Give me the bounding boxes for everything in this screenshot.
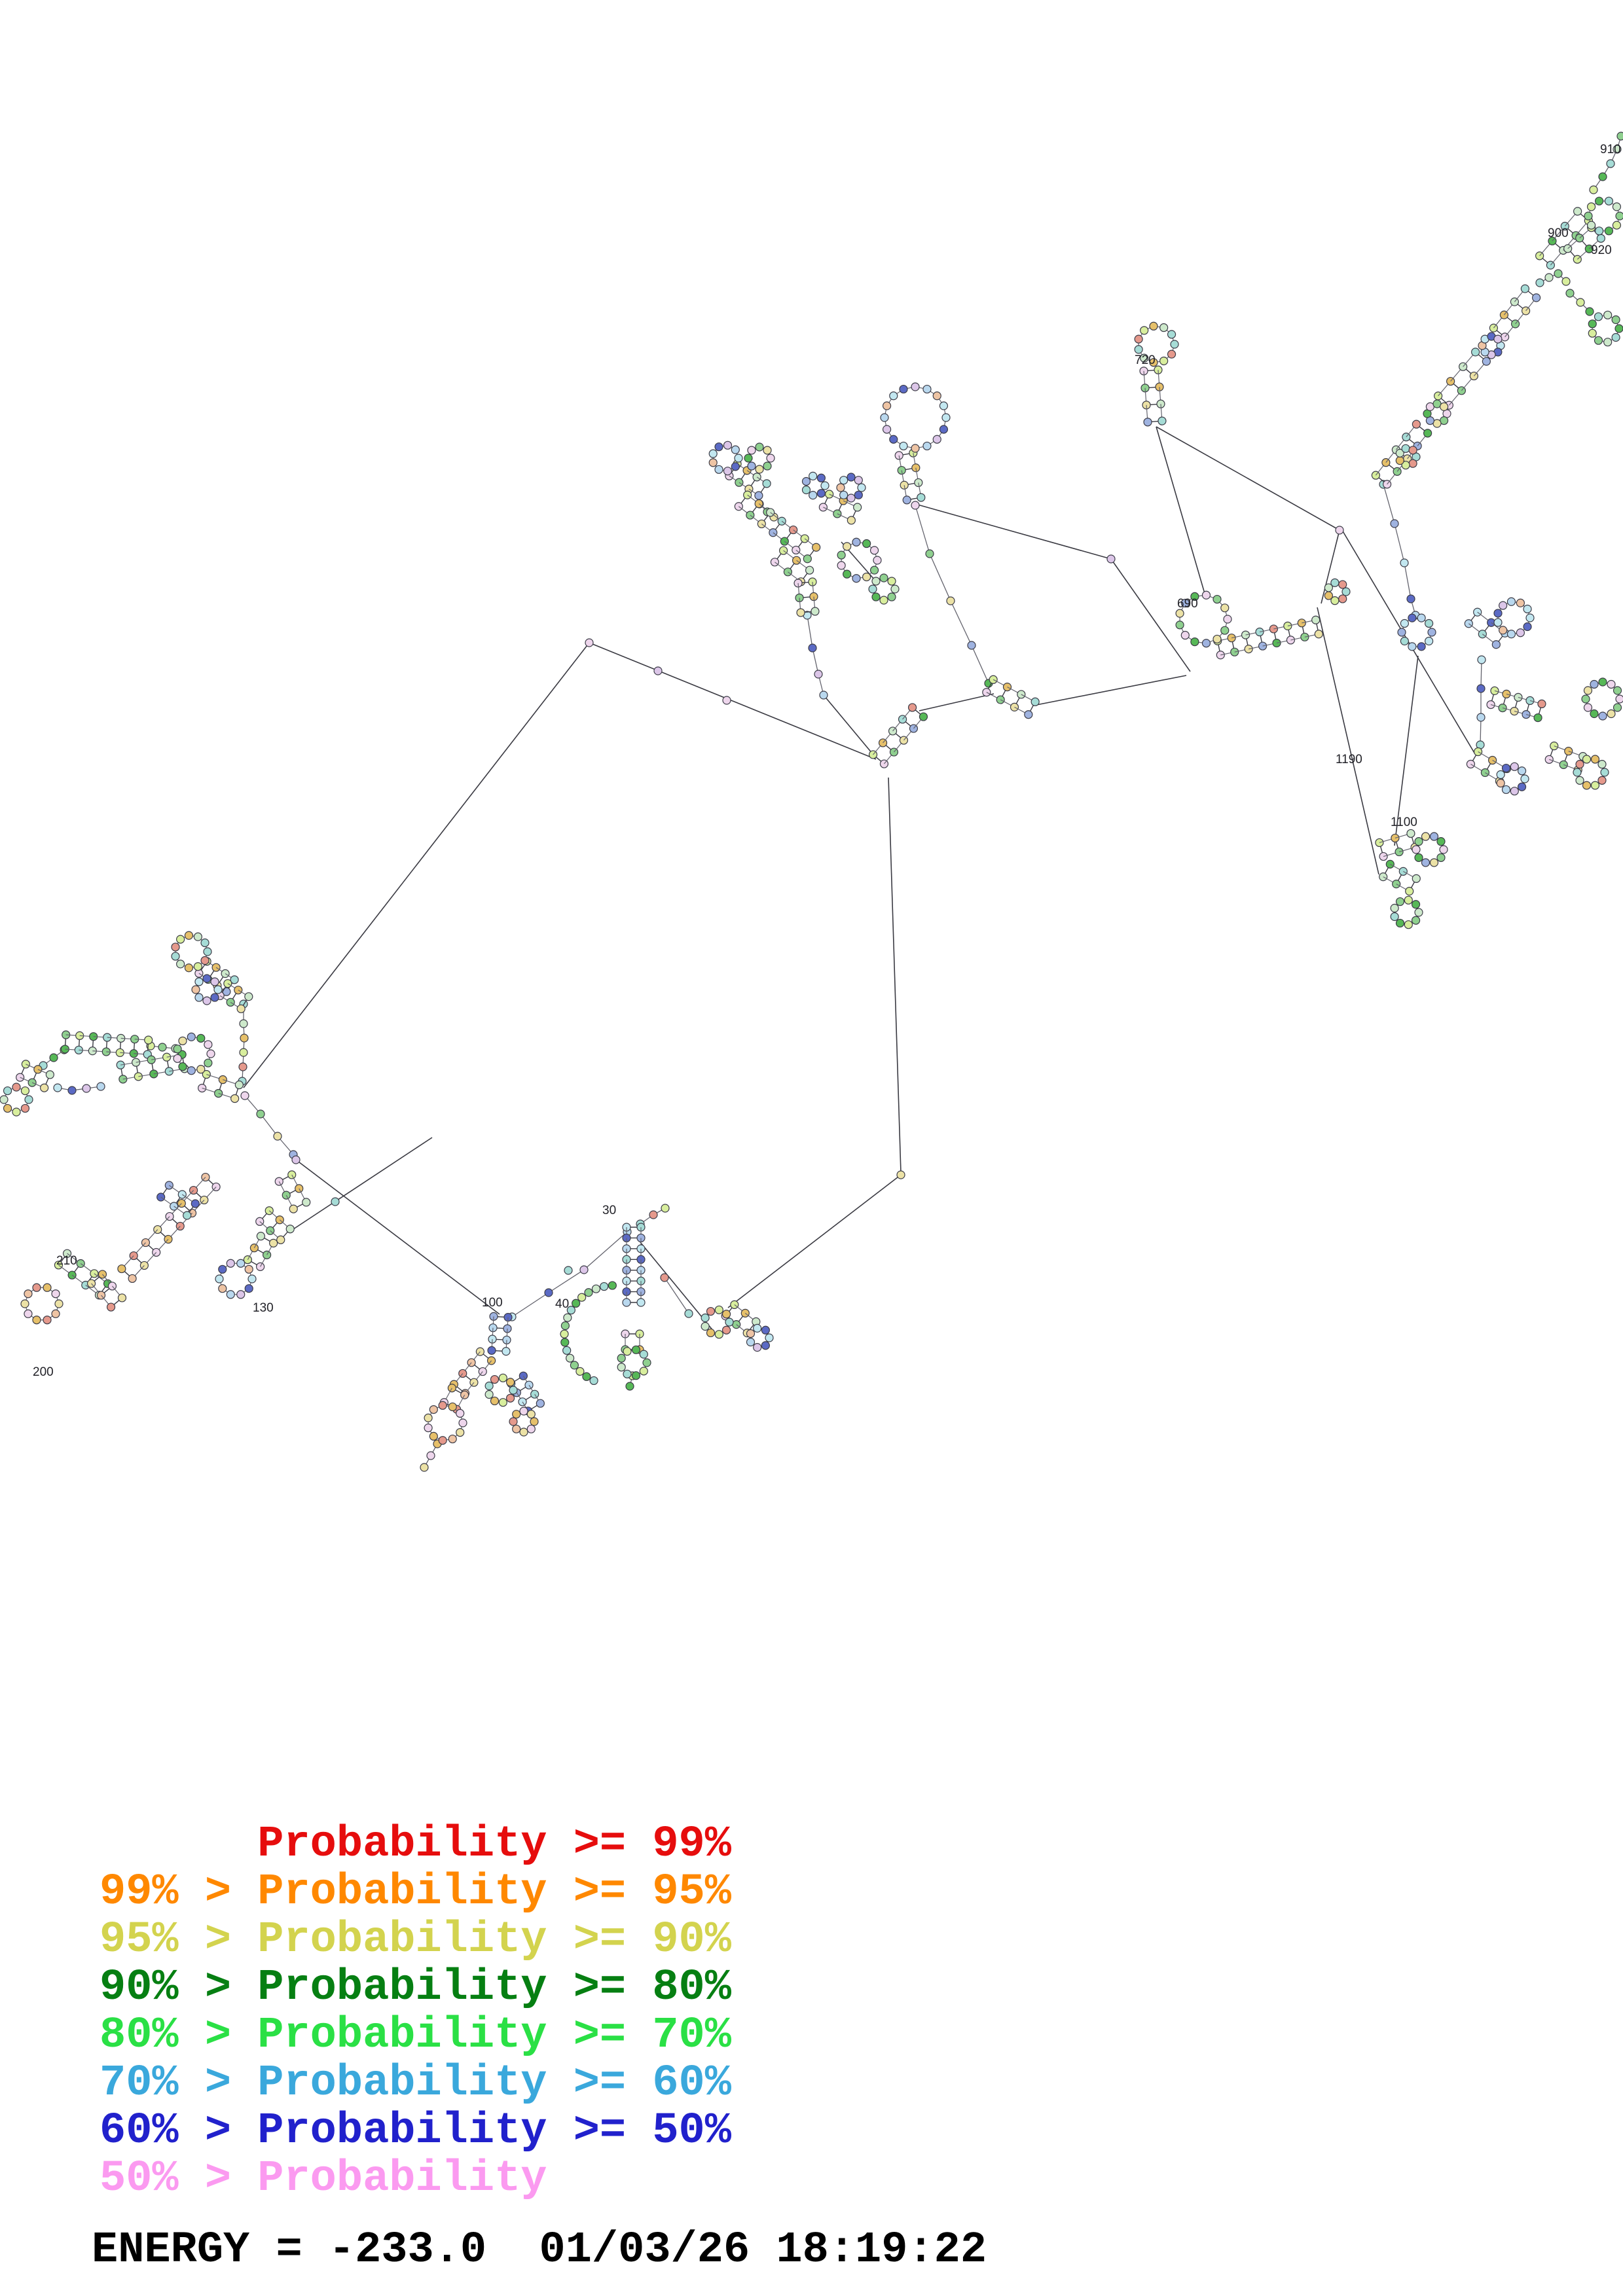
helix bbox=[1489, 285, 1540, 341]
helix bbox=[16, 1060, 54, 1092]
helix bbox=[488, 1312, 512, 1355]
strand-chain bbox=[1379, 480, 1419, 619]
helix bbox=[895, 449, 925, 504]
base-position-label: 210 bbox=[56, 1254, 77, 1268]
loop bbox=[1573, 755, 1609, 789]
helix bbox=[61, 1031, 152, 1058]
helix bbox=[794, 578, 819, 617]
strand-chain bbox=[1476, 656, 1486, 749]
base-position-label: 720 bbox=[1135, 353, 1156, 367]
strand-chain bbox=[54, 1083, 105, 1094]
loop bbox=[881, 383, 950, 452]
strand-chain bbox=[1536, 270, 1570, 287]
helix bbox=[1434, 348, 1491, 409]
legend-row-90: 95% > Probability >= 90% bbox=[100, 1915, 731, 1965]
base-position-label: 920 bbox=[1591, 243, 1612, 257]
loop bbox=[1494, 598, 1534, 637]
helix bbox=[1545, 742, 1587, 774]
loop bbox=[215, 1259, 256, 1299]
loop bbox=[837, 473, 866, 502]
helix bbox=[244, 1232, 277, 1271]
loop bbox=[1582, 678, 1623, 720]
strand-chain bbox=[1590, 132, 1623, 194]
loop bbox=[485, 1374, 517, 1406]
connector-lines bbox=[244, 427, 1475, 1331]
helix bbox=[983, 675, 1039, 718]
loop bbox=[1588, 311, 1623, 346]
loop bbox=[1423, 400, 1451, 427]
base-position-label: 1100 bbox=[1391, 816, 1417, 829]
base-position-label: 200 bbox=[33, 1365, 54, 1379]
loop bbox=[1398, 614, 1436, 651]
loop bbox=[1324, 579, 1350, 604]
strand-chain bbox=[661, 1274, 693, 1318]
loop bbox=[709, 441, 742, 475]
loop bbox=[744, 443, 775, 473]
strand-chain bbox=[420, 1440, 441, 1471]
base-position-label: 1190 bbox=[1336, 753, 1362, 766]
base-position-label: 910 bbox=[1600, 143, 1621, 156]
energy-caption: ENERGY = -233.0 01/03/26 18:19:22 bbox=[92, 2225, 987, 2275]
legend-row-50: 60% > Probability >= 50% bbox=[100, 2106, 731, 2156]
strand-chain bbox=[1566, 289, 1594, 315]
helix bbox=[1140, 366, 1166, 426]
legend-row-60: 70% > Probability >= 60% bbox=[100, 2058, 731, 2108]
loop bbox=[869, 574, 899, 604]
legend-row-below50: 50% > Probability bbox=[100, 2154, 547, 2204]
loop bbox=[1584, 197, 1623, 235]
legend-row-80: 90% > Probability >= 80% bbox=[100, 1963, 731, 2013]
helix bbox=[275, 1171, 310, 1213]
base-position-label: 900 bbox=[1548, 226, 1569, 240]
helix bbox=[1376, 829, 1419, 860]
helix bbox=[1379, 860, 1421, 895]
helix bbox=[216, 980, 253, 1013]
loop bbox=[837, 538, 881, 582]
loop bbox=[1412, 833, 1448, 867]
loop bbox=[21, 1283, 63, 1323]
base-position-label: 690 bbox=[1177, 597, 1198, 611]
helix bbox=[735, 491, 820, 562]
base-position-label: 40 bbox=[555, 1297, 570, 1311]
helix bbox=[118, 1174, 220, 1283]
loop bbox=[0, 1083, 33, 1116]
helix bbox=[771, 547, 813, 586]
helix bbox=[198, 1071, 244, 1103]
loop bbox=[1478, 332, 1504, 359]
base-position-label: 100 bbox=[482, 1296, 503, 1310]
helix bbox=[1487, 687, 1546, 721]
base-position-label: 30 bbox=[602, 1204, 617, 1217]
strand-chain bbox=[911, 501, 993, 687]
helix bbox=[623, 1223, 645, 1306]
loop bbox=[802, 472, 829, 499]
loop bbox=[509, 1407, 538, 1436]
loop bbox=[192, 975, 222, 1005]
base-position-label: 130 bbox=[253, 1301, 274, 1315]
strand-chain bbox=[803, 611, 828, 699]
helix bbox=[869, 704, 928, 768]
strand-chain bbox=[241, 1092, 297, 1158]
probability-legend bbox=[100, 1821, 731, 2203]
legend-row-99: Probability >= 99% bbox=[100, 1820, 731, 1869]
legend-row-95: 99% > Probability >= 95% bbox=[100, 1867, 731, 1917]
loop bbox=[1391, 896, 1423, 928]
legend-row-70: 80% > Probability >= 70% bbox=[100, 2011, 731, 2060]
loop bbox=[172, 931, 211, 971]
